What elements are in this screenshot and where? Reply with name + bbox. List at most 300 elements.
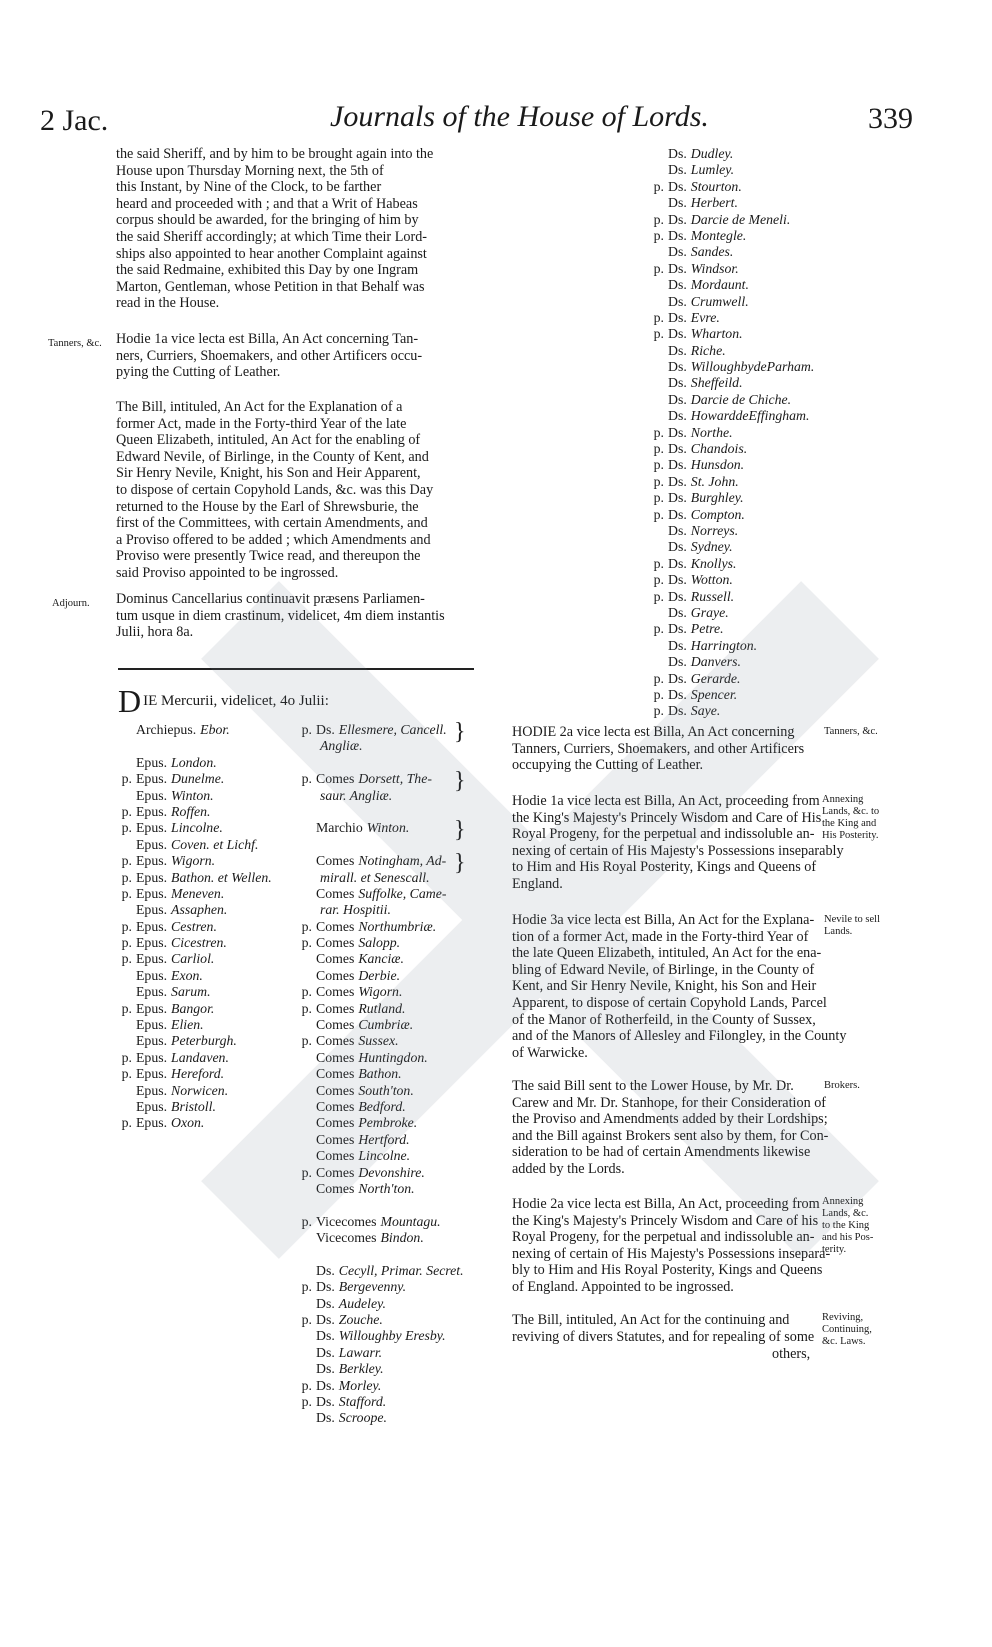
peer-title: Marchio (316, 820, 363, 836)
peer-name: Danvers. (690, 654, 741, 670)
peer-name: Coven. et Lichf. (171, 836, 259, 852)
peer-name: London. (171, 754, 217, 770)
attendance-row (644, 392, 874, 408)
present-mark: p. (653, 227, 664, 243)
attendance-row (112, 1050, 312, 1066)
attendance-row (644, 605, 874, 621)
text-line: sideration to be had of certain Amendments likewise (512, 1144, 811, 1161)
peer-name: Sandes. (690, 244, 734, 260)
brace: } (454, 719, 466, 745)
present-mark: p. (653, 326, 664, 342)
attendance-row (644, 343, 874, 359)
text-line: read in the House. (116, 295, 220, 312)
present-mark: p. (653, 178, 664, 194)
present-mark: p. (301, 722, 312, 737)
attendance-row (644, 425, 874, 441)
peer-name: Angliæ. (320, 738, 363, 754)
margin-note-annexing (822, 794, 879, 842)
text-line: occupying the Cutting of Leather. (512, 757, 704, 774)
peer-title: Comes (316, 1098, 355, 1114)
attendance-row (292, 1165, 492, 1181)
present-mark: p. (653, 211, 664, 227)
peer-title: Epus. (136, 820, 168, 836)
peer-title: Epus. (136, 967, 168, 983)
attendance-row (112, 951, 312, 967)
peer-title: Comes (316, 771, 355, 787)
peer-name: Cestren. (171, 918, 217, 934)
peer-title: Ds. (668, 326, 687, 342)
peer-name: Sussex. (358, 1033, 399, 1049)
text-line: Lands, &c. (822, 1208, 869, 1219)
peer-name: HowarddeEffingham. (690, 408, 810, 424)
left-paragraph-4 (116, 591, 480, 641)
right-paragraph-2 (512, 793, 844, 893)
text-line: Hodie 2a vice lecta est Billa, An Act, proceeding from (512, 1196, 820, 1212)
left-paragraph-3 (116, 399, 480, 582)
attendance-row (292, 951, 492, 967)
peer-title: Vicecomes (316, 1230, 377, 1246)
peer-name: Carliol. (171, 951, 215, 967)
peer-name: Northumbriæ. (358, 918, 437, 934)
attendance-row (292, 1230, 492, 1246)
text-line: Reviving, (822, 1312, 864, 1323)
peer-name: Wigorn. (358, 984, 403, 1000)
text-line: terity. (822, 1244, 847, 1255)
peer-name: Petre. (690, 621, 724, 637)
peer-name: Meneven. (171, 885, 225, 901)
present-mark: p. (301, 918, 312, 934)
peer-name: Landaven. (171, 1049, 229, 1065)
peer-name: Darcie de Meneli. (690, 211, 791, 227)
text-line: first of the Committees, with certain Amendments, and (116, 515, 428, 532)
attendance-row (644, 277, 874, 293)
attendance-row (292, 1197, 492, 1213)
peer-title: Ds. (668, 211, 687, 227)
attendance-row (644, 556, 874, 572)
peer-title: Ds. (668, 604, 687, 620)
peer-title: Ds. (668, 522, 687, 538)
attendance-row (292, 1017, 492, 1033)
peer-name: Stafford. (338, 1394, 387, 1410)
drop-cap: D (118, 683, 142, 719)
attendance-row (112, 804, 312, 820)
text-line: Julii, hora 8a. (116, 624, 194, 641)
peer-title: Epus. (136, 1098, 168, 1114)
peer-name: Lawarr. (338, 1344, 383, 1360)
right-paragraph-1 (512, 724, 818, 774)
present-mark: p. (653, 441, 664, 457)
present-mark: p. (121, 918, 132, 934)
attendance-row (644, 589, 874, 605)
attendance-row (112, 968, 312, 984)
peer-name: Crumwell. (690, 293, 749, 309)
peer-title: Comes (316, 1180, 355, 1196)
peer-title: Epus. (136, 951, 168, 967)
attendance-row (644, 523, 874, 539)
attendance-row (112, 1115, 312, 1131)
margin-note-brokers: Brokers. (824, 1080, 860, 1091)
section-rule (118, 668, 474, 670)
attendance-row (644, 326, 874, 342)
peer-title: Ds. (668, 703, 687, 719)
attendance-row (644, 671, 874, 687)
present-mark: p. (121, 771, 132, 787)
peer-title: Comes (316, 885, 355, 901)
attendance-row (644, 457, 874, 473)
present-mark: p. (301, 1279, 312, 1295)
peer-name: Dunelme. (171, 771, 225, 787)
attendance-row (644, 474, 874, 490)
attendance-row (292, 1394, 492, 1410)
attendance-row (292, 1345, 492, 1361)
present-mark: p. (653, 588, 664, 604)
peer-title: Ds. (316, 1312, 335, 1328)
attendance-row (644, 408, 874, 424)
attendance-row (292, 1083, 492, 1099)
attendance-row (292, 1050, 492, 1066)
text-line: former Act, made in the Forty-third Year of the late (116, 415, 407, 432)
attendance-row (112, 738, 312, 754)
text-line: tion of a former Act, made in the Forty-third Year of (512, 928, 809, 945)
peer-name: Mountagu. (380, 1213, 441, 1229)
attendance-row (644, 162, 874, 178)
attendance-row (644, 244, 874, 260)
peer-title: Ds. (668, 572, 687, 588)
present-mark: p. (653, 424, 664, 440)
peer-title: Ds. (316, 1394, 335, 1410)
peer-name: Dorsett, The- (358, 771, 432, 787)
text-line: and the Bill against Brokers sent also by them, for Con- (512, 1127, 829, 1144)
peer-title: Ds. (316, 722, 335, 737)
attendance-row (644, 621, 874, 637)
text-line: His Posterity. (822, 830, 879, 841)
text-line: returned to the House by the Earl of Shrewsburie, the (116, 498, 419, 515)
attendance-row (644, 687, 874, 703)
peer-title: Ds. (668, 293, 687, 309)
peer-name: Mordaunt. (690, 277, 749, 293)
text-line: The Bill, intituled, An Act for the Explanation of a (116, 399, 403, 415)
attendance-row (292, 1132, 492, 1148)
peer-name: Herbert. (690, 195, 738, 211)
text-line: bling of Edward Nevile, of Birlinge, in the County of (512, 961, 815, 978)
peer-title: Ds. (316, 1279, 335, 1295)
brace: } (454, 817, 466, 843)
peer-name: Hunsdon. (690, 457, 745, 473)
present-mark: p. (301, 1164, 312, 1180)
attendance-row (292, 1033, 492, 1049)
attendance-row (292, 1115, 492, 1131)
attendance-row (112, 870, 312, 886)
attendance-row (644, 195, 874, 211)
peer-title: Ds. (668, 227, 687, 243)
page-number: 339 (868, 102, 913, 135)
right-paragraph-5 (512, 1196, 831, 1296)
peer-name: Oxon. (171, 1115, 205, 1131)
text-line: Marton, Gentleman, whose Petition in that Behalf was (116, 278, 425, 295)
peer-title: Ds. (316, 1295, 335, 1311)
peer-title: Ds. (668, 244, 687, 260)
text-line: the King's Majesty's Princely Wisdom and Care of His (512, 809, 822, 826)
day-heading-text: IE Mercurii, videlicet, 4o Julii: (143, 693, 329, 709)
peer-name: Norreys. (690, 522, 739, 538)
peer-name: Lincolne. (171, 820, 223, 836)
peer-name: Elien. (171, 1017, 204, 1033)
text-line: reviving of divers Statutes, and for repealing of some (512, 1328, 815, 1345)
peer-title: Epus. (136, 935, 168, 951)
peer-name: Suffolke, Came- (358, 885, 447, 901)
attendance-row (112, 1099, 312, 1115)
present-mark: p. (301, 771, 312, 787)
present-mark: p. (121, 869, 132, 885)
peer-name: Hereford. (171, 1066, 225, 1082)
text-line: Continuing, (822, 1324, 872, 1335)
peer-title: Comes (316, 1049, 355, 1065)
attendance-row (112, 788, 312, 804)
attendance-row (112, 1017, 312, 1033)
present-mark: p. (653, 473, 664, 489)
peer-name: Northe. (690, 424, 733, 440)
text-line: heard and proceeded with ; and that a Writ of Habeas (116, 195, 418, 212)
attendance-row (112, 1083, 312, 1099)
attendance-row (644, 638, 874, 654)
text-line: Dominus Cancellarius continuavit præsens Parliamen- (116, 591, 425, 607)
text-line: Hodie 3a vice lecta est Billa, An Act for the Explana- (512, 912, 815, 928)
margin-note-annexing-2 (822, 1196, 873, 1256)
attendance-row (644, 490, 874, 506)
text-line: the King and (822, 818, 877, 829)
peer-name: Lumley. (690, 162, 735, 178)
peer-name: Cicestren. (171, 935, 227, 951)
peer-name: Willoughby Eresby. (338, 1328, 446, 1344)
peer-title: Epus. (136, 918, 168, 934)
peer-title: Ds. (316, 1377, 335, 1393)
text-line: this Instant, by Nine of the Clock, to be farther (116, 179, 382, 196)
text-line: Lands. (824, 926, 853, 937)
attendance-row (112, 1001, 312, 1017)
peer-name: Sarum. (171, 984, 211, 1000)
present-mark: p. (653, 686, 664, 702)
attendance-row (292, 935, 492, 951)
text-line: Royal Progeny, for the perpetual and indissoluble an- (512, 826, 815, 843)
attendance-row (292, 1263, 492, 1279)
peer-title: Epus. (136, 1049, 168, 1065)
attendance-row (292, 902, 492, 918)
peer-name: Gerarde. (690, 670, 741, 686)
attendance-row (112, 1066, 312, 1082)
present-mark: p. (121, 1115, 132, 1131)
attendance-row (112, 837, 312, 853)
peer-name: Winton. (171, 787, 214, 803)
peer-title: Epus. (136, 1066, 168, 1082)
text-line: a Proviso offered to be added ; which Amendments and (116, 531, 431, 548)
text-line: to Him and His Royal Posterity, Kings and Queens of (512, 859, 817, 876)
text-line: said Proviso appointed to be ingrossed. (116, 564, 339, 581)
peer-name: mirall. et Senescall. (320, 869, 430, 885)
attendance-row (292, 1001, 492, 1017)
margin-note-adjourn: Adjourn. (52, 598, 90, 609)
present-mark: p. (653, 309, 664, 325)
present-mark: p. (121, 885, 132, 901)
text-line: Proviso were presently Twice read, and thereupon the (116, 548, 421, 565)
text-line: &c. Laws. (822, 1336, 866, 1347)
text-line: to dispose of certain Copyhold Lands, &c. was this Day (116, 481, 434, 498)
text-line: the late Queen Elizabeth, intituled, An Act for the ena- (512, 945, 822, 962)
peer-name: Kanciæ. (358, 951, 404, 967)
attendance-row (292, 886, 492, 902)
peer-name: Bedford. (358, 1098, 406, 1114)
text-line: Nevile to sell (824, 914, 880, 925)
attendance-row (112, 886, 312, 902)
margin-note-reviving (822, 1312, 872, 1348)
peer-name: WilloughbydeParham. (690, 359, 815, 375)
present-mark: p. (653, 260, 664, 276)
margin-note-tanners: Tanners, &c. (48, 338, 102, 349)
attendance-row (112, 902, 312, 918)
peer-title: Epus. (136, 1000, 168, 1016)
peer-title: Epus. (136, 869, 168, 885)
attendance-row (644, 294, 874, 310)
peer-title: Comes (316, 853, 355, 869)
peer-name: Compton. (690, 506, 745, 522)
peer-name: Winton. (366, 820, 410, 836)
right-paragraph-6 (512, 1312, 818, 1345)
peer-title: Ds. (668, 686, 687, 702)
peer-title: Comes (316, 1082, 355, 1098)
attendance-row (112, 1033, 312, 1049)
text-line: The said Bill sent to the Lower House, by Mr. Dr. (512, 1078, 794, 1094)
present-mark: p. (301, 1000, 312, 1016)
peer-name: Burghley. (690, 490, 744, 506)
attendance-row (292, 1181, 492, 1197)
peer-name: Ebor. (200, 722, 230, 737)
peer-name: Norwicen. (171, 1082, 229, 1098)
attendance-row (112, 853, 312, 869)
present-mark: p. (121, 853, 132, 869)
text-line: the said Redmaine, exhibited this Day by one Ingram (116, 262, 419, 279)
peer-title: Vicecomes (316, 1213, 377, 1229)
present-mark: p. (653, 703, 664, 719)
peer-title: Ds. (668, 555, 687, 571)
peer-title: Ds. (316, 1410, 335, 1426)
attendance-row (292, 1247, 492, 1263)
text-line: Royal Progeny, for the perpetual and indissoluble an- (512, 1229, 815, 1246)
peer-name: Hertford. (358, 1131, 410, 1147)
attendance-row (292, 1066, 492, 1082)
present-mark: p. (301, 1213, 312, 1229)
peer-title: Ds. (668, 441, 687, 457)
text-line: HODIE 2a vice lecta est Billa, An Act concerning (512, 724, 795, 740)
attendance-row (644, 703, 874, 719)
peer-title: Ds. (668, 375, 687, 391)
text-line: the King's Majesty's Princely Wisdom and Care of his (512, 1212, 819, 1229)
peer-name: Devonshire. (358, 1164, 425, 1180)
peer-name: Bangor. (171, 1000, 215, 1016)
text-line: pying the Cutting of Leather. (116, 364, 281, 381)
peer-name: Cumbriæ. (358, 1017, 414, 1033)
text-line: of the Manor of Rotherfeild, in the County of Sussex, (512, 1011, 816, 1028)
attendance-row (644, 654, 874, 670)
peer-name: Assaphen. (171, 902, 228, 918)
text-line: the said Sheriff accordingly; at which Time their Lord- (116, 228, 428, 245)
attendance-row (644, 179, 874, 195)
text-line: added by the Lords. (512, 1160, 625, 1177)
text-line: corpus should be awarded, for the bringing of him by (116, 212, 419, 229)
peer-title: Ds. (668, 670, 687, 686)
day-heading (118, 683, 498, 719)
text-line: ners, Curriers, Shoemakers, and other Artificers occu- (116, 347, 423, 364)
text-line: tum usque in diem crastinum, videlicet, 4m diem instantis (116, 607, 445, 624)
present-mark: p. (121, 935, 132, 951)
peer-title: Comes (316, 1131, 355, 1147)
peer-title: Comes (316, 1033, 355, 1049)
attendance-row (644, 310, 874, 326)
peer-name: Sydney. (690, 539, 733, 555)
present-mark: p. (121, 820, 132, 836)
peer-title: Ds. (668, 359, 687, 375)
peer-name: Pembroke. (358, 1115, 418, 1131)
present-mark: p. (301, 1312, 312, 1328)
margin-note-nevile (824, 914, 880, 938)
peer-title: Ds. (668, 391, 687, 407)
peer-name: Darcie de Chiche. (690, 391, 792, 407)
peer-name: Montegle. (690, 227, 747, 243)
text-line: ships also appointed to hear another Complaint against (116, 245, 427, 262)
peer-name: Morley. (338, 1377, 382, 1393)
attendance-row (112, 820, 312, 836)
peer-title: Ds. (668, 490, 687, 506)
peer-name: Bathon. et Wellen. (171, 869, 272, 885)
peer-title: Epus. (136, 885, 168, 901)
peer-name: Scroope. (338, 1410, 387, 1426)
attendance-row (112, 935, 312, 951)
peer-name: Russell. (690, 588, 735, 604)
present-mark: p. (301, 1377, 312, 1393)
peer-name: Knollys. (690, 555, 737, 571)
peer-title: Ds. (668, 408, 687, 424)
present-mark: p. (653, 670, 664, 686)
attendance-bishops (112, 722, 312, 1132)
attendance-row (292, 1312, 492, 1328)
peer-name: saur. Angliæ. (320, 787, 393, 803)
right-paragraph-4 (512, 1078, 829, 1178)
present-mark: p. (121, 803, 132, 819)
peer-title: Ds. (316, 1262, 335, 1278)
peer-name: Evre. (690, 309, 720, 325)
peer-name: Exon. (171, 967, 203, 983)
present-mark: p. (653, 506, 664, 522)
peer-title: Ds. (316, 1344, 335, 1360)
peer-name: Wharton. (690, 326, 743, 342)
attendance-row (292, 1378, 492, 1394)
text-line: nexing of certain of His Majesty's Possessions inseparably (512, 842, 844, 859)
peer-title: Comes (316, 1115, 355, 1131)
text-line: House upon Thursday Morning next, the 5th of (116, 162, 384, 179)
running-title: Journals of the House of Lords. (330, 100, 709, 133)
text-line: Sir Henry Nevile, Knight, his Son and Heir Apparent, (116, 465, 421, 482)
attendance-row (292, 1214, 492, 1230)
peer-name: Bristoll. (171, 1098, 216, 1114)
peer-title: Epus. (136, 984, 168, 1000)
peer-title: Epus. (136, 1033, 168, 1049)
peer-name: Stourton. (690, 178, 742, 194)
attendance-row (644, 507, 874, 523)
peer-name: Audeley. (338, 1295, 386, 1311)
attendance-row (292, 1410, 492, 1426)
peer-title: Epus. (136, 836, 168, 852)
attendance-row (644, 261, 874, 277)
attendance-row (644, 212, 874, 228)
text-line: Queen Elizabeth, intituled, An Act for the enabling of (116, 432, 421, 449)
